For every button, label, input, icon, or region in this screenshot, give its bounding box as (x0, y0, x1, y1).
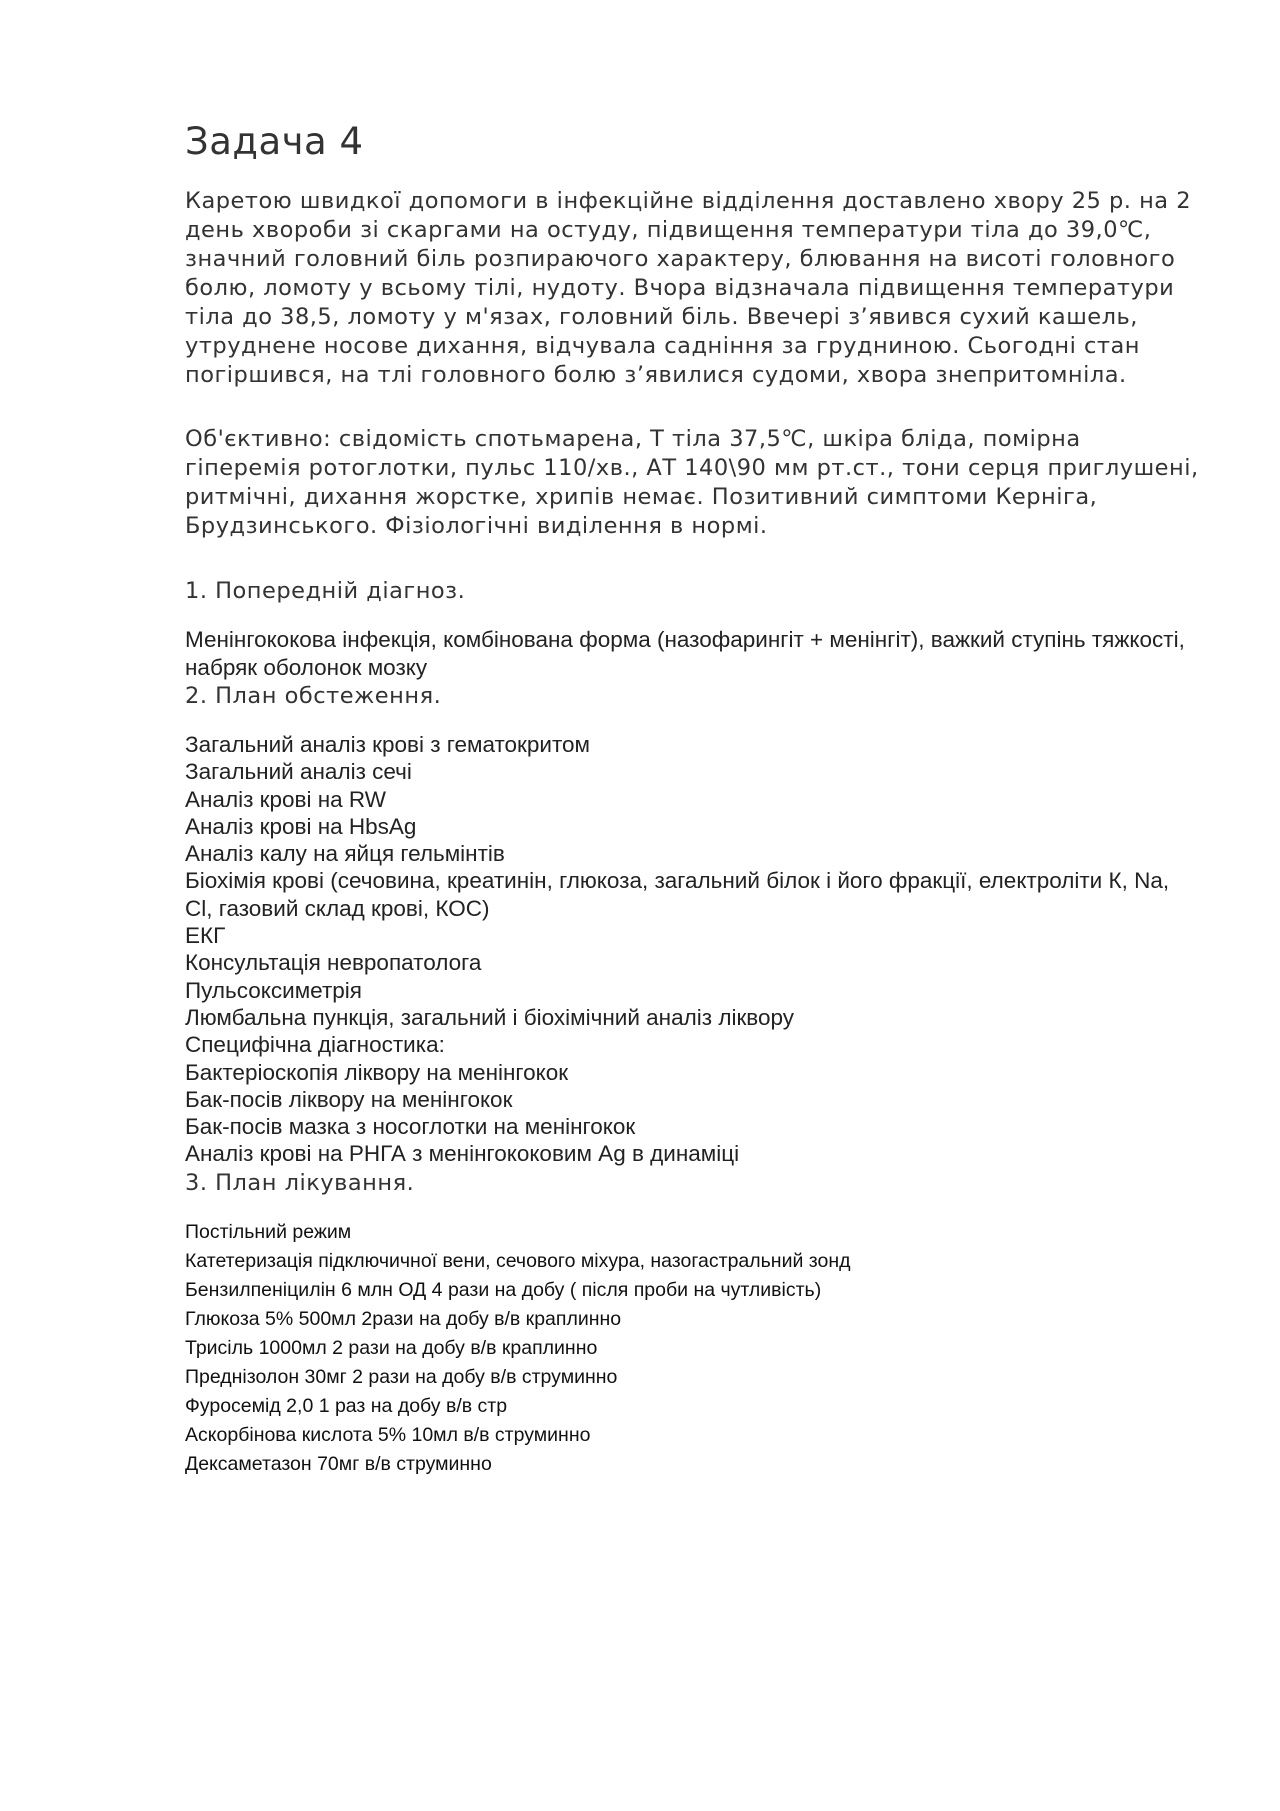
examination-item: Бак-посів мазка з носоглотки на менінгокок (185, 1114, 636, 1140)
treatment-item: Глюкоза 5% 500мл 2рази на добу в/в краплинно (185, 1307, 622, 1330)
treatment-item: Преднізолон 30мг 2 рази на добу в/в струминно (185, 1365, 618, 1388)
examination-item: Аналіз крові на HbsAg (185, 813, 417, 839)
treatment-item: Катетеризація підключичної вени, сечового міхура, назогастральний зонд (185, 1249, 851, 1272)
treatment-item: Бензилпеніцилін 6 млн ОД 4 рази на добу ( після проби на чутливість) (185, 1278, 822, 1301)
treatment-item: Постільний режим (185, 1220, 352, 1243)
examination-item: Біохімія крові (сечовина, креатинін, глюкоза, загальний білок і його фракції, електроліти К, Na, Cl, газовий склад крові, КОС) (185, 868, 1170, 921)
examination-item: Аналіз калу на яйця гельмінтів (185, 841, 505, 867)
case-complaints-paragraph: Каретою швидкої допомоги в інфекційне відділення доставлено хвору 25 р. на 2 день хвороби зі скаргами на остуду, підвищення температури тіла до 39,0℃, значний головний біль розпираючого характеру, блювання на висоті головного болю, ломоту у всьому тілі, нудоту. Вчора відзначала підвищення температури тіла до 38,5, ломоту у м'язах, головний біль. Ввечері з’явився сухий кашель, утруднене носове дихання, відчувала саднiння за грудниною. Сьогодні стан погіршився, на тлі головного болю з’явилися судоми, хвора знепритомніла. (185, 188, 1192, 388)
examination-item: Аналіз крові на РНГА з менінгококовим Ag в динаміці (185, 1141, 740, 1167)
section-heading-treatment: 3. План лікування. (185, 1169, 415, 1196)
section-diagnosis (185, 576, 1200, 681)
treatment-item: Трисіль 1000мл 2 рази на добу в/в краплинно (185, 1336, 598, 1359)
examination-item: Консультація невропатолога (185, 950, 482, 976)
paragraph-spacer (185, 541, 1200, 576)
treatment-item: Дексаметазон 70мг в/в струминно (185, 1452, 492, 1475)
paragraph-spacer (185, 390, 1200, 425)
section-spacer (185, 1198, 1200, 1218)
examination-item: ЕКГ (185, 923, 226, 949)
section-heading-examination: 2. План обстеження. (185, 683, 442, 709)
examination-item: Бактеріоскопія ліквору на менінгокок (185, 1059, 569, 1085)
treatment-item: Фуросемід 2,0 1 раз на добу в/в стр (185, 1394, 508, 1417)
examination-list (185, 731, 1200, 1168)
treatment-item: Аскорбінова кислота 5% 10мл в/в струминно (185, 1423, 591, 1446)
section-heading-diagnosis: 1. Попередній діагноз. (185, 578, 466, 604)
case-objective-paragraph: Об'єктивно: свідомість спотьмарена, Т тіла 37,5℃, шкіра бліда, помірна гіперемія ротоглотки, пульс 110/хв., АТ 140\90 мм рт.ст., тони серця приглушені, ритмічні, дихання жорстке, хрипів немає. Позитивний симптоми Керніга, Брудзинського. Фізіологічні виділення в нормі. (185, 426, 1199, 539)
examination-item: Специфічна діагностика: (185, 1032, 445, 1058)
section-treatment-plan (185, 1168, 1200, 1479)
task-title: Задача 4 (185, 120, 364, 163)
section-spacer (185, 711, 1200, 731)
treatment-list (185, 1218, 1200, 1479)
diagnosis-answer: Менінгококова інфекція, комбінована форма (назофарингіт + менінгіт), важкий ступінь тяжкості, набряк оболонок мозку (185, 627, 1185, 680)
examination-item: Люмбальна пункція, загальний і біохімічний аналіз ліквору (185, 1004, 795, 1030)
document-page (185, 120, 1200, 1479)
examination-item: Загальний аналіз крові з гематокритом (185, 732, 591, 757)
examination-item: Пульсоксиметрія (185, 977, 362, 1003)
section-examination-plan (185, 681, 1200, 1168)
examination-item: Бак-посів ліквору на менінгокок (185, 1086, 513, 1112)
examination-item: Аналіз крові на RW (185, 786, 386, 812)
section-spacer (185, 606, 1200, 626)
examination-item: Загальний аналіз сечі (185, 759, 412, 785)
